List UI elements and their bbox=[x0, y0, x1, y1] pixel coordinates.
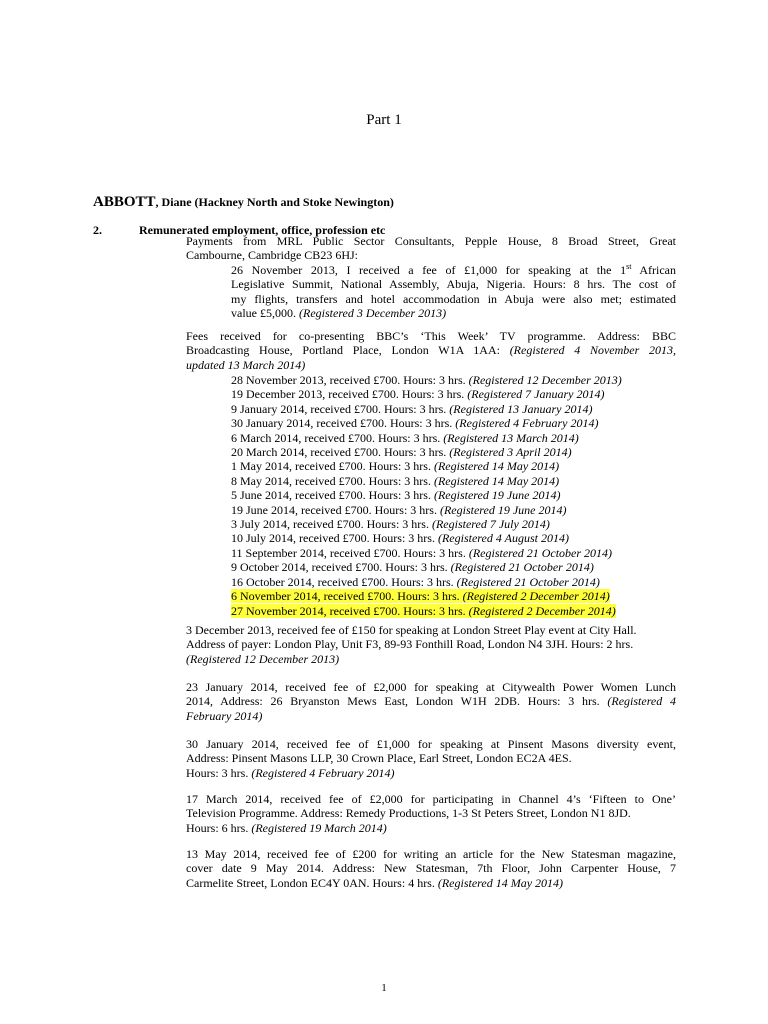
bbc-entry bbox=[231, 589, 676, 603]
bbc-entry bbox=[231, 488, 676, 502]
registered-date: (Registered 3 April 2014) bbox=[449, 445, 572, 460]
payment-3-line-3 bbox=[186, 766, 676, 780]
payment-entry-4 bbox=[186, 792, 676, 835]
bbc-entry-text: 1 May 2014, received £700. Hours: 3 hrs. bbox=[231, 459, 434, 474]
payment-4-line-3 bbox=[186, 821, 676, 835]
payment-1-line-2: Address of payer: London Play, Unit F3, 89-93 Fonthill Road, London N4 3JH. Hours: 2 hrs. bbox=[186, 637, 634, 652]
bbc-entry-text: 9 October 2014, received £700. Hours: 3 hrs. bbox=[231, 560, 451, 575]
bbc-entry-text: 19 June 2014, received £700. Hours: 3 hrs. bbox=[231, 502, 440, 517]
payment-2-address: 2014, Address: 26 Bryanston Mews East, London W1H 2DB. Hours: 3 hrs. bbox=[186, 694, 608, 709]
registered-date: (Registered 14 May 2014) bbox=[437, 875, 564, 890]
payment-3-line-1: 30 January 2014, received fee of £1,000 for speaking at Pinsent Masons diversity event, bbox=[186, 737, 676, 751]
mp-name bbox=[93, 194, 394, 211]
entry-text-wrap bbox=[231, 575, 600, 589]
bbc-intro bbox=[186, 329, 676, 372]
payment-entry-3 bbox=[186, 737, 676, 780]
bbc-entry-text: 8 May 2014, received £700. Hours: 3 hrs. bbox=[231, 473, 434, 488]
bbc-entry bbox=[231, 474, 676, 488]
registered-date: (Registered 13 January 2014) bbox=[449, 401, 593, 416]
payment-5-line-1: 13 May 2014, received fee of £200 for writing an article for the New Statesman magazine, bbox=[186, 847, 676, 861]
bbc-entry-text: 9 January 2014, received £700. Hours: 3 hrs. bbox=[231, 401, 450, 416]
registered-date: (Registered 13 March 2014) bbox=[443, 430, 579, 445]
mp-surname: ABBOTT bbox=[93, 194, 156, 210]
entry-text-wrap bbox=[231, 373, 622, 387]
bbc-entry bbox=[231, 560, 676, 574]
bbc-entry bbox=[231, 575, 676, 589]
payment-2-line-2 bbox=[186, 694, 676, 708]
payment-4-hours: Hours: 6 hrs. bbox=[186, 820, 252, 835]
bbc-entry-text: 6 November 2014, received £700. Hours: 3 hrs. bbox=[231, 589, 463, 604]
registered-date: (Registered 12 December 2013) bbox=[468, 373, 622, 387]
registered-date: (Registered 2 December 2014) bbox=[468, 603, 616, 618]
mrl-entry-value: value £5,000. bbox=[231, 306, 299, 321]
registered-date: (Registered 4 February 2014) bbox=[455, 416, 599, 431]
payment-5-address: Carmelite Street, London EC4Y 0AN. Hours: 4 hrs. bbox=[186, 875, 438, 890]
mp-name-rest: , Diane (Hackney North and Stoke Newington) bbox=[155, 195, 394, 209]
bbc-entry bbox=[231, 431, 676, 445]
registered-date: (Registered 4 November 2013, bbox=[509, 343, 676, 358]
entry-text-wrap bbox=[231, 546, 612, 560]
mrl-entry-line-4 bbox=[231, 306, 676, 320]
registered-date: (Registered 19 June 2014) bbox=[439, 502, 567, 517]
section-number: 2. bbox=[93, 223, 102, 237]
bbc-address: Broadcasting House, Portland Place, London W1A 1AA: bbox=[186, 343, 510, 358]
entry-text-wrap bbox=[231, 387, 604, 401]
bbc-entry-text: 6 March 2014, received £700. Hours: 3 hrs. bbox=[231, 430, 444, 445]
bbc-line-3: updated 13 March 2014) bbox=[186, 357, 306, 372]
mrl-entry-text: 26 November 2013, I received a fee of £1,000 for speaking at the 1 bbox=[231, 263, 627, 277]
payment-5-line-2: cover date 9 May 2014. Address: New Statesman, 7th Floor, John Carpenter House, 7 bbox=[186, 861, 676, 876]
registered-date: (Registered 4 bbox=[607, 694, 676, 709]
payment-1-registered: (Registered 12 December 2013) bbox=[186, 651, 340, 666]
bbc-line-1: Fees received for co-presenting BBC’s ‘This Week’ TV programme. Address: BBC bbox=[186, 329, 676, 343]
mrl-entry-line-2: Legislative Summit, National Assembly, Abuja, Nigeria. Hours: 8 hrs. The cost of bbox=[231, 277, 676, 292]
bbc-entry-text: 30 January 2014, received £700. Hours: 3 hrs. bbox=[231, 416, 456, 431]
registered-date: (Registered 21 October 2014) bbox=[468, 545, 613, 560]
registered-date: (Registered 7 July 2014) bbox=[431, 517, 550, 532]
bbc-entry bbox=[231, 416, 676, 430]
bbc-entry-text: 16 October 2014, received £700. Hours: 3 hrs. bbox=[231, 574, 457, 589]
bbc-entries-list bbox=[231, 373, 676, 618]
entry-text-wrap bbox=[231, 402, 592, 416]
payment-entry-2 bbox=[186, 680, 676, 723]
payment-3-hours: Hours: 3 hrs. bbox=[186, 765, 252, 780]
bbc-entry-text: 3 July 2014, received £700. Hours: 3 hrs. bbox=[231, 517, 432, 532]
mrl-entry-line-3: my flights, transfers and hotel accommodation in Abuja were also met; estimated bbox=[231, 291, 676, 306]
payment-entry-1 bbox=[186, 623, 676, 666]
bbc-entry-text: 11 September 2014, received £700. Hours: 3 hrs. bbox=[231, 545, 469, 560]
payment-5-line-3 bbox=[186, 876, 676, 890]
mrl-entry-text-2: African bbox=[631, 263, 677, 277]
mrl-intro bbox=[186, 234, 676, 263]
payment-3-line-2: Address: Pinsent Masons LLP, 30 Crown Place, Earl Street, London EC2A 4ES. bbox=[186, 751, 572, 766]
bbc-entry bbox=[231, 604, 676, 618]
entry-text-wrap bbox=[231, 431, 579, 445]
registered-date: (Registered 14 May 2014) bbox=[433, 473, 560, 488]
bbc-entry bbox=[231, 459, 676, 473]
bbc-entry bbox=[231, 546, 676, 560]
bbc-line-2 bbox=[186, 343, 676, 357]
bbc-entry bbox=[231, 402, 676, 416]
entry-text-wrap bbox=[231, 459, 559, 473]
entry-text-wrap bbox=[231, 531, 569, 545]
entry-text-wrap bbox=[231, 445, 572, 459]
bbc-entry bbox=[231, 445, 676, 459]
payment-4-line-1: 17 March 2014, received fee of £2,000 for participating in Channel 4’s ‘Fifteen to One’ bbox=[186, 792, 676, 806]
bbc-entry-text: 19 December 2013, received £700. Hours: 3 hrs. bbox=[231, 387, 468, 402]
mrl-line-1: Payments from MRL Public Sector Consultants, Pepple House, 8 Broad Street, Great bbox=[186, 234, 676, 248]
bbc-entry bbox=[231, 517, 676, 531]
payment-entry-5 bbox=[186, 847, 676, 890]
payment-1-line-1: 3 December 2013, received fee of £150 for speaking at London Street Play event at City Hall. bbox=[186, 623, 637, 637]
registered-date: (Registered 4 February 2014) bbox=[251, 765, 395, 780]
mrl-line-2: Cambourne, Cambridge CB23 6HJ: bbox=[186, 248, 358, 263]
bbc-entry-text: 5 June 2014, received £700. Hours: 3 hrs. bbox=[231, 488, 434, 503]
registered-date: (Registered 3 December 2013) bbox=[299, 306, 447, 321]
bbc-entry bbox=[231, 387, 676, 401]
highlighted-entry bbox=[231, 604, 616, 618]
bbc-entry-text: 27 November 2014, received £700. Hours: 3 hrs. bbox=[231, 603, 469, 618]
mrl-entry bbox=[231, 263, 676, 321]
registered-date: (Registered 4 August 2014) bbox=[437, 531, 569, 546]
registered-date: (Registered 14 May 2014) bbox=[433, 459, 560, 474]
registered-date: (Registered 2 December 2014) bbox=[462, 589, 610, 604]
registered-date: (Registered 21 October 2014) bbox=[456, 574, 600, 589]
bbc-entry-text: 28 November 2013, received £700. Hours: 3 hrs. bbox=[231, 373, 469, 387]
bbc-entry-text: 10 July 2014, received £700. Hours: 3 hrs. bbox=[231, 531, 438, 546]
registered-date: (Registered 19 March 2014) bbox=[251, 820, 387, 835]
registered-date: (Registered 19 June 2014) bbox=[433, 488, 561, 503]
entry-text-wrap bbox=[231, 488, 560, 502]
entry-text-wrap bbox=[231, 503, 566, 517]
mrl-entry-line-1 bbox=[231, 263, 676, 277]
bbc-entry bbox=[231, 503, 676, 517]
part-title: Part 1 bbox=[366, 112, 402, 128]
page-number: 1 bbox=[381, 982, 387, 994]
registered-date: (Registered 21 October 2014) bbox=[450, 560, 594, 575]
entry-text-wrap bbox=[231, 560, 594, 574]
payment-2-line-1: 23 January 2014, received fee of £2,000 for speaking at Citywealth Power Women Lunch bbox=[186, 680, 676, 694]
highlighted-entry bbox=[231, 589, 610, 603]
bbc-entry-text: 20 March 2014, received £700. Hours: 3 hrs. bbox=[231, 445, 450, 460]
entry-text-wrap bbox=[231, 416, 598, 430]
payment-2-line-3: February 2014) bbox=[186, 708, 263, 723]
entry-text-wrap bbox=[231, 474, 559, 488]
registered-date: (Registered 7 January 2014) bbox=[467, 387, 605, 402]
bbc-entry bbox=[231, 373, 676, 387]
bbc-entry bbox=[231, 531, 676, 545]
payment-4-line-2: Television Programme. Address: Remedy Productions, 1-3 St Peters Street, London N1 8JD. bbox=[186, 806, 631, 821]
ordinal-superscript: st bbox=[626, 262, 632, 271]
entry-text-wrap bbox=[231, 517, 550, 531]
section-title: Remunerated employment, office, profession etc bbox=[139, 223, 386, 237]
